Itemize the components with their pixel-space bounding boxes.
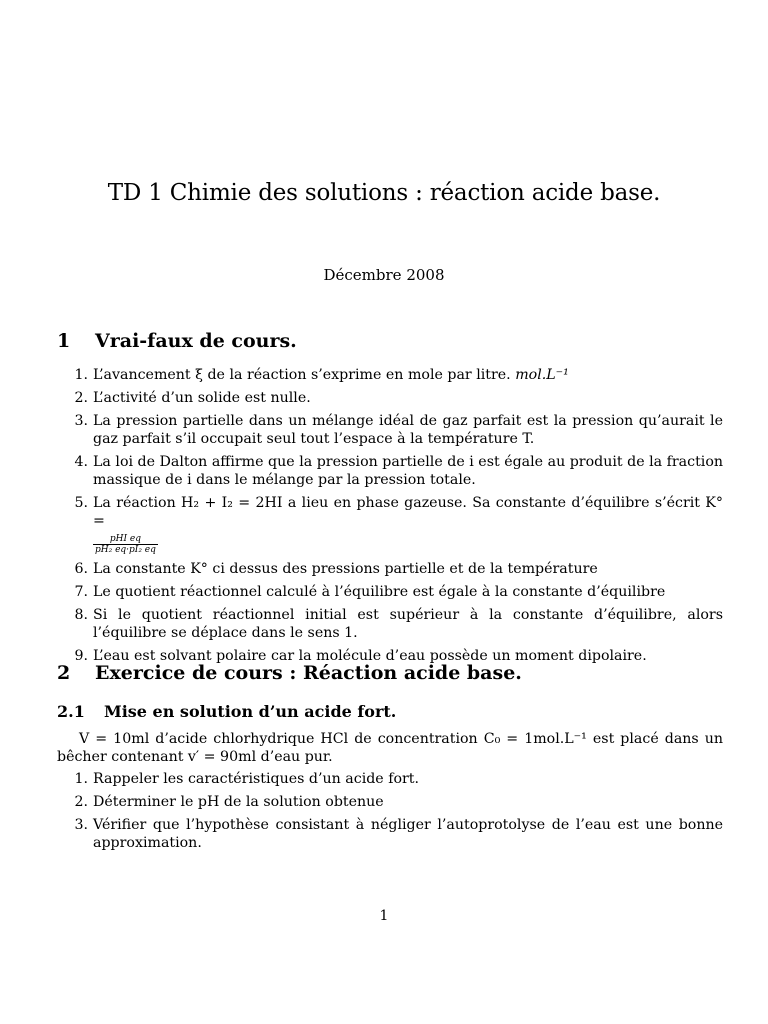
section-number: 1: [57, 330, 71, 352]
list-item: 8. Si le quotient réactionnel initial est supérieur à la constante d’équilibre, alors l’équilibre se déplace dans le sens 1.: [74, 607, 723, 641]
section-1-heading: [57, 330, 297, 352]
list-item: 6. La constante K° ci dessus des pressions partielle et de la température: [74, 561, 598, 577]
section-title: Vrai-faux de cours.: [95, 330, 297, 352]
list-item: 5. La réaction H₂ + I₂ = 2HI a lieu en phase gazeuse. Sa constante d’équilibre s’écrit K° = $\frac{\text{pHI eq}}{\text{pH₂ eq·pI₂ eq}}$: [74, 495, 723, 555]
section-number: 2: [57, 662, 71, 684]
exercise-paragraph: V = 10ml d’acide chlorhydrique HCl de concentration C₀ = 1mol.L⁻¹ est placé dans un bêcher contenant v′ = 90ml d’eau pur.: [57, 731, 723, 765]
list-item: 4. La loi de Dalton affirme que la pression partielle de i est égale au produit de la fraction massique de i dans le mélange par la pression totale.: [74, 454, 723, 488]
document-title: TD 1 Chimie des solutions : réaction acide base.: [107, 180, 661, 206]
page-number: 1: [379, 908, 389, 924]
section-2-heading: [57, 662, 522, 684]
subsection-number: 2.1: [57, 702, 85, 721]
list-item: 3. La pression partielle dans un mélange idéal de gaz parfait est la pression qu’aurait le gaz parfait s’il occupait seul tout l’espace à la température T.: [74, 413, 723, 447]
subsection-title: Mise en solution d’un acide fort.: [104, 702, 397, 721]
document-date: Décembre 2008: [323, 266, 445, 284]
list-item: 2. Déterminer le pH de la solution obtenue: [74, 794, 384, 810]
exercise-question-list: [68, 770, 723, 857]
list-item: 7. Le quotient réactionnel calculé à l’équilibre est égale à la constante d’équilibre: [74, 584, 666, 600]
list-item: 2. L’activité d’un solide est nulle.: [74, 390, 311, 406]
section-title: Exercice de cours : Réaction acide base.: [95, 662, 522, 684]
list-item: 3. Vérifier que l’hypothèse consistant à négliger l’autoprotolyse de l’eau est une bonne approximation.: [74, 817, 723, 851]
equilibrium-fraction: $\frac{\text{pHI eq}}{\text{pH₂ eq·pI₂ eq}}$: [95, 534, 156, 555]
list-item: 9. L’eau est solvant polaire car la molécule d’eau possède un moment dipolaire.: [74, 648, 647, 664]
subsection-2-1-heading: [57, 702, 396, 721]
list-item: 1. L’avancement ξ de la réaction s’exprime en mole par litre. mol.L⁻¹: [74, 367, 569, 383]
true-false-list: [68, 366, 723, 670]
list-item: 1. Rappeler les caractéristiques d’un acide fort.: [74, 771, 420, 787]
